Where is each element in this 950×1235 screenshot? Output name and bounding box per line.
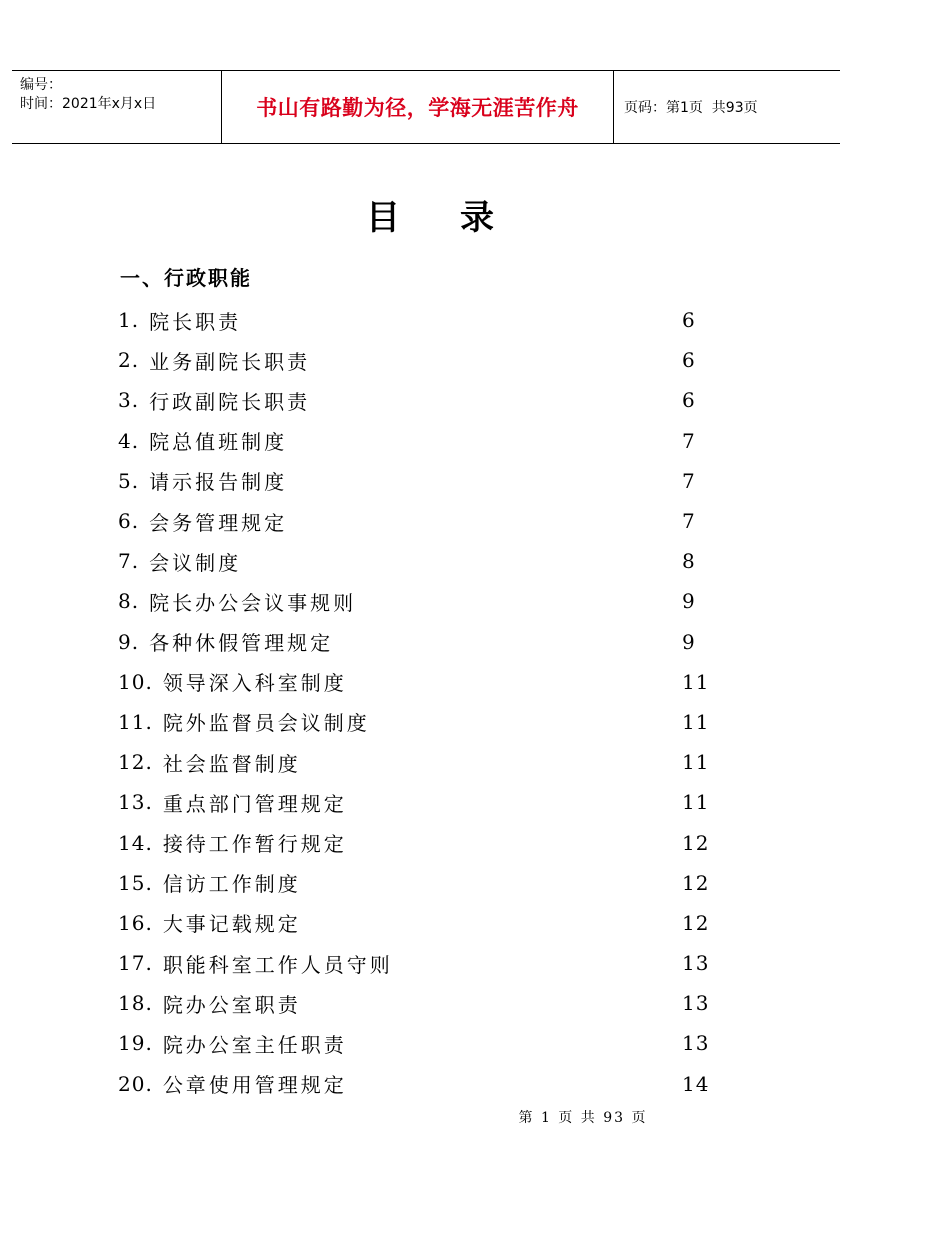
toc-entry-number: 12. bbox=[118, 750, 153, 775]
serial-number-label: 编号： bbox=[20, 77, 62, 93]
toc-entry-title: 院外监督员会议制度 bbox=[162, 711, 370, 736]
toc-entry-page: 6 bbox=[682, 348, 696, 373]
toc-entry[interactable] bbox=[118, 300, 718, 340]
toc-entry-number: 20. bbox=[118, 1071, 153, 1096]
toc-entry[interactable] bbox=[118, 863, 718, 903]
header-motto bbox=[222, 71, 614, 143]
date-label: 时间：2021年x月x日 bbox=[20, 96, 157, 112]
toc-entry-page: 7 bbox=[682, 428, 696, 453]
toc-entry-title: 公章使用管理规定 bbox=[162, 1073, 347, 1098]
header-page-info bbox=[614, 71, 840, 143]
toc-entry-title: 院办公室主任职责 bbox=[162, 1032, 347, 1057]
toc-entry-title: 大事记载规定 bbox=[162, 912, 301, 937]
toc-entry-page: 6 bbox=[682, 308, 696, 333]
toc-entry[interactable] bbox=[118, 1023, 718, 1063]
toc-entry[interactable] bbox=[118, 622, 718, 662]
section-heading: 一、行政职能 bbox=[120, 266, 252, 290]
toc-entry[interactable] bbox=[118, 340, 718, 380]
toc-entry-title: 信访工作制度 bbox=[162, 872, 301, 897]
toc-entry-title: 请示报告制度 bbox=[149, 470, 288, 495]
toc-entry[interactable] bbox=[118, 822, 718, 862]
toc-entry-number: 15. bbox=[118, 870, 153, 895]
toc-entry-title: 院长职责 bbox=[149, 309, 242, 334]
toc-entry-page: 12 bbox=[682, 910, 710, 935]
toc-entry-page: 12 bbox=[682, 870, 710, 895]
toc-entry[interactable] bbox=[118, 1064, 718, 1104]
toc-entry-number: 19. bbox=[118, 1031, 153, 1056]
toc-entry-number: 11. bbox=[118, 709, 153, 734]
toc-entry-number: 8. bbox=[118, 589, 140, 614]
toc-entry-page: 12 bbox=[682, 830, 710, 855]
toc-entry-page: 6 bbox=[682, 388, 696, 413]
page-footer bbox=[0, 1107, 950, 1127]
toc-entry-number: 7. bbox=[118, 549, 140, 574]
table-of-contents bbox=[118, 300, 718, 1104]
toc-entry[interactable] bbox=[118, 742, 718, 782]
toc-entry-number: 6. bbox=[118, 509, 140, 534]
toc-entry-title: 社会监督制度 bbox=[162, 751, 301, 776]
toc-entry-number: 13. bbox=[118, 790, 153, 815]
toc-entry-title: 各种休假管理规定 bbox=[149, 631, 334, 656]
toc-entry-number: 14. bbox=[118, 830, 153, 855]
toc-entry-title: 会务管理规定 bbox=[149, 510, 288, 535]
toc-entry-page: 9 bbox=[682, 629, 696, 654]
toc-entry-page: 14 bbox=[682, 1071, 710, 1096]
toc-entry-page: 9 bbox=[682, 589, 696, 614]
toc-entry-title: 会议制度 bbox=[149, 550, 242, 575]
toc-entry[interactable] bbox=[118, 782, 718, 822]
toc-entry-page: 13 bbox=[682, 1031, 710, 1056]
toc-entry-page: 11 bbox=[682, 750, 710, 775]
document-header bbox=[12, 70, 840, 144]
toc-entry-number: 9. bbox=[118, 629, 140, 654]
toc-entry-number: 16. bbox=[118, 910, 153, 935]
toc-entry[interactable] bbox=[118, 541, 718, 581]
toc-entry[interactable] bbox=[118, 501, 718, 541]
toc-entry-number: 10. bbox=[118, 669, 153, 694]
toc-entry-page: 7 bbox=[682, 468, 696, 493]
header-meta bbox=[12, 71, 222, 143]
toc-entry-title: 院办公室职责 bbox=[162, 992, 301, 1017]
toc-entry-page: 11 bbox=[682, 790, 710, 815]
toc-entry-title: 领导深入科室制度 bbox=[162, 671, 347, 696]
toc-entry-page: 11 bbox=[682, 669, 710, 694]
toc-entry-title: 职能科室工作人员守则 bbox=[162, 952, 393, 977]
toc-entry-title: 重点部门管理规定 bbox=[162, 791, 347, 816]
toc-entry-title: 院总值班制度 bbox=[149, 430, 288, 455]
footer-page-number: 第 1 页 共 93 页 bbox=[518, 1110, 648, 1126]
toc-entry-page: 13 bbox=[682, 991, 710, 1016]
motto-text: 书山有路勤为径，学海无涯苦作舟 bbox=[256, 96, 579, 120]
toc-entry[interactable] bbox=[118, 983, 718, 1023]
toc-entry-number: 2. bbox=[118, 348, 140, 373]
toc-entry[interactable] bbox=[118, 461, 718, 501]
toc-entry-page: 11 bbox=[682, 709, 710, 734]
toc-entry[interactable] bbox=[118, 421, 718, 461]
toc-entry-number: 18. bbox=[118, 991, 153, 1016]
toc-entry-number: 1. bbox=[118, 308, 140, 333]
toc-entry-page: 7 bbox=[682, 509, 696, 534]
toc-entry-number: 4. bbox=[118, 428, 140, 453]
toc-entry-number: 3. bbox=[118, 388, 140, 413]
toc-entry[interactable] bbox=[118, 581, 718, 621]
toc-entry-title: 业务副院长职责 bbox=[149, 349, 311, 374]
toc-entry[interactable] bbox=[118, 903, 718, 943]
toc-entry-title: 院长办公会议事规则 bbox=[149, 590, 357, 615]
toc-entry-number: 5. bbox=[118, 468, 140, 493]
toc-entry-page: 8 bbox=[682, 549, 696, 574]
toc-entry-page: 13 bbox=[682, 951, 710, 976]
toc-entry-number: 17. bbox=[118, 951, 153, 976]
page-title: 目录 bbox=[366, 198, 554, 238]
toc-entry[interactable] bbox=[118, 662, 718, 702]
toc-entry-title: 行政副院长职责 bbox=[149, 389, 311, 414]
toc-entry[interactable] bbox=[118, 380, 718, 420]
toc-entry[interactable] bbox=[118, 943, 718, 983]
toc-entry-title: 接待工作暂行规定 bbox=[162, 832, 347, 857]
toc-entry[interactable] bbox=[118, 702, 718, 742]
page-info-text: 页码：第1页 共93页 bbox=[624, 100, 758, 116]
